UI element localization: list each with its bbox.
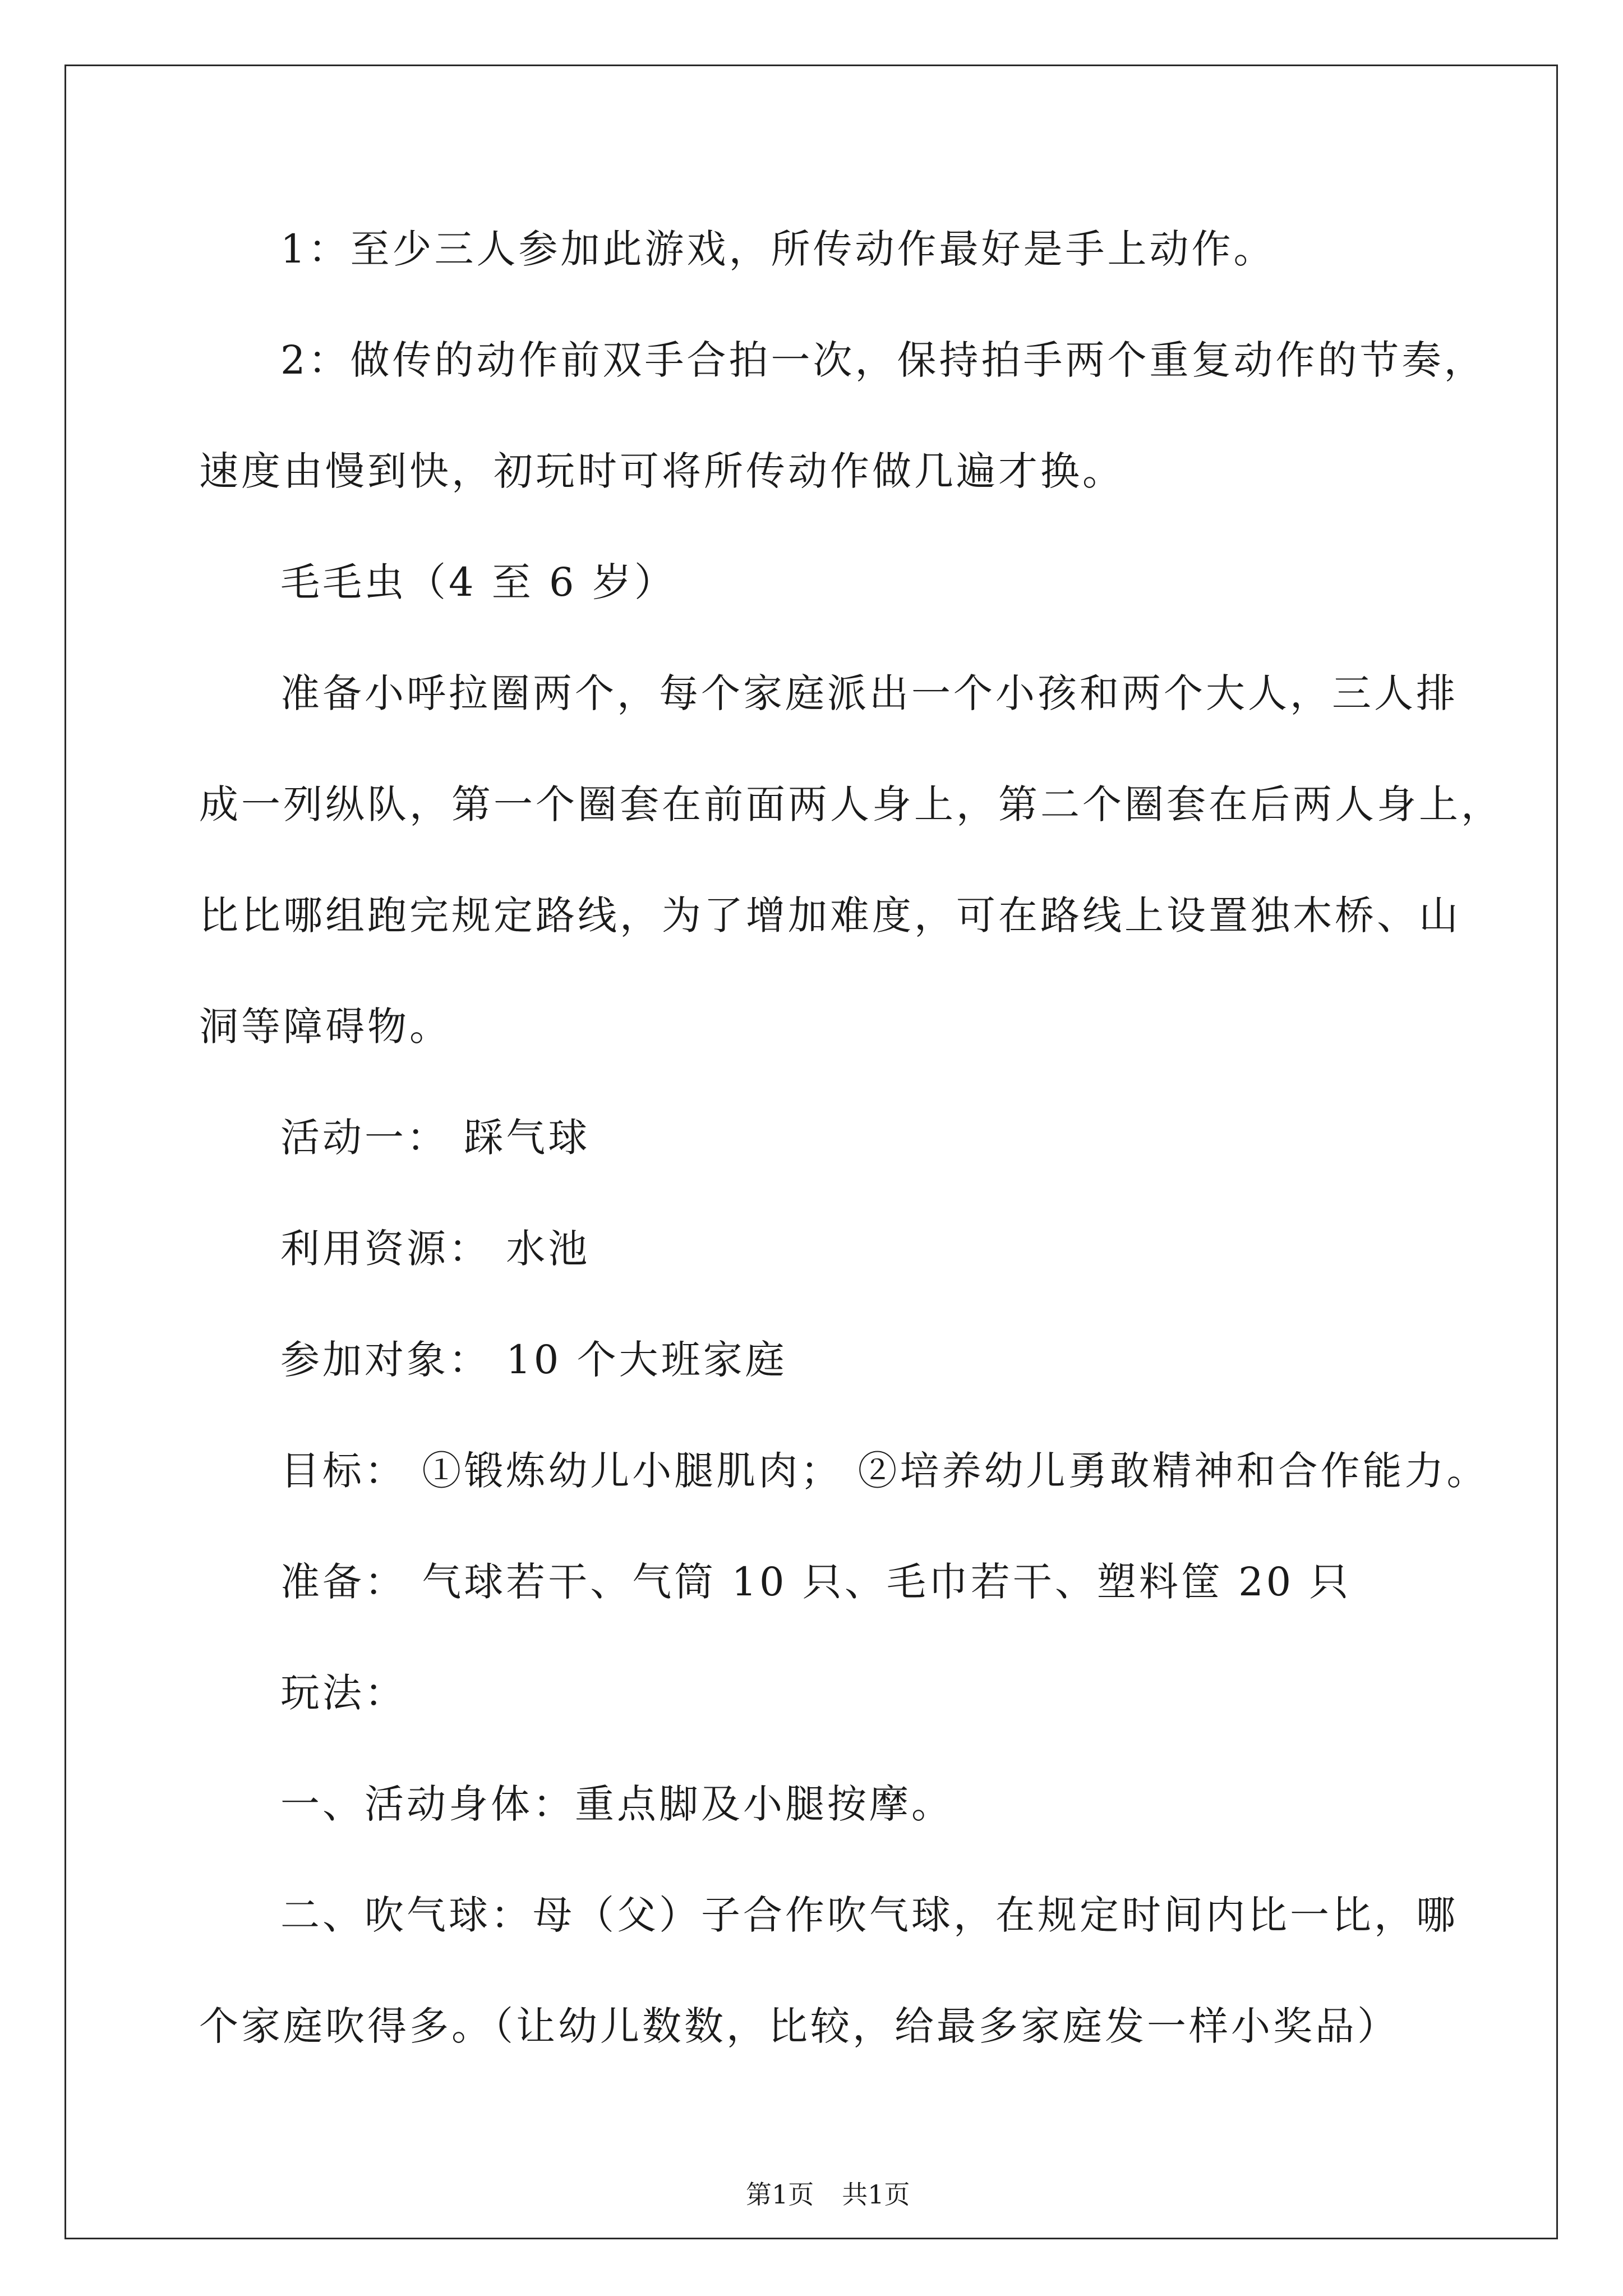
rule-two-text-line: 速度由慢到快，初玩时可将所传动作做几遍才换。 [199,448,1124,494]
caterpillar-instructions-line: 成一列纵队，第一个圈套在前面两人身上，第二个圈套在后两人身上， [199,781,1503,827]
goals-line: 目标： ①锻炼幼儿小腿肌肉； ②培养幼儿勇敢精神和合作能力。 [280,1448,1489,1494]
step-one-line: 一、活动身体：重点脚及小腿按摩。 [280,1781,953,1827]
step-two-line: 二、吹气球：母（父）子合作吹气球，在规定时间内比一比，哪 [280,1892,1458,1938]
rule-one-text: 1：至少三人参加此游戏，所传动作最好是手上动作。 [280,226,1276,272]
caterpillar-instructions-line: 洞等障碍物。 [199,1004,451,1050]
gameplay-heading: 玩法： [280,1670,407,1716]
activity-title: 活动一： 踩气球 [280,1115,591,1161]
step-two-line: 个家庭吹得多。（让幼儿数数，比较，给最多家庭发一样小奖品） [199,2003,1399,2049]
caterpillar-instructions-line: 比比哪组跑完规定路线，为了增加难度，可在路线上设置独木桥、山 [199,892,1461,938]
rule-two-text-line: 2：做传的动作前双手合拍一次，保持拍手两个重复动作的节奏， [280,337,1486,383]
document-body [199,194,1545,2082]
caterpillar-game-heading: 毛毛虫（4 至 6 岁） [280,559,676,605]
caterpillar-instructions-line: 准备小呼拉圈两个，每个家庭派出一个小孩和两个大人，三人排 [280,670,1458,716]
preparation-line: 准备： 气球若干、气筒 10 只、毛巾若干、塑料筐 20 只 [280,1559,1352,1605]
participants-line: 参加对象： 10 个大班家庭 [280,1337,787,1383]
page-total: 共1页 [842,2179,910,2210]
page-footer [0,2127,1623,2262]
page-number: 第1页 [745,2179,814,2210]
resources-line: 利用资源： 水池 [280,1226,591,1272]
